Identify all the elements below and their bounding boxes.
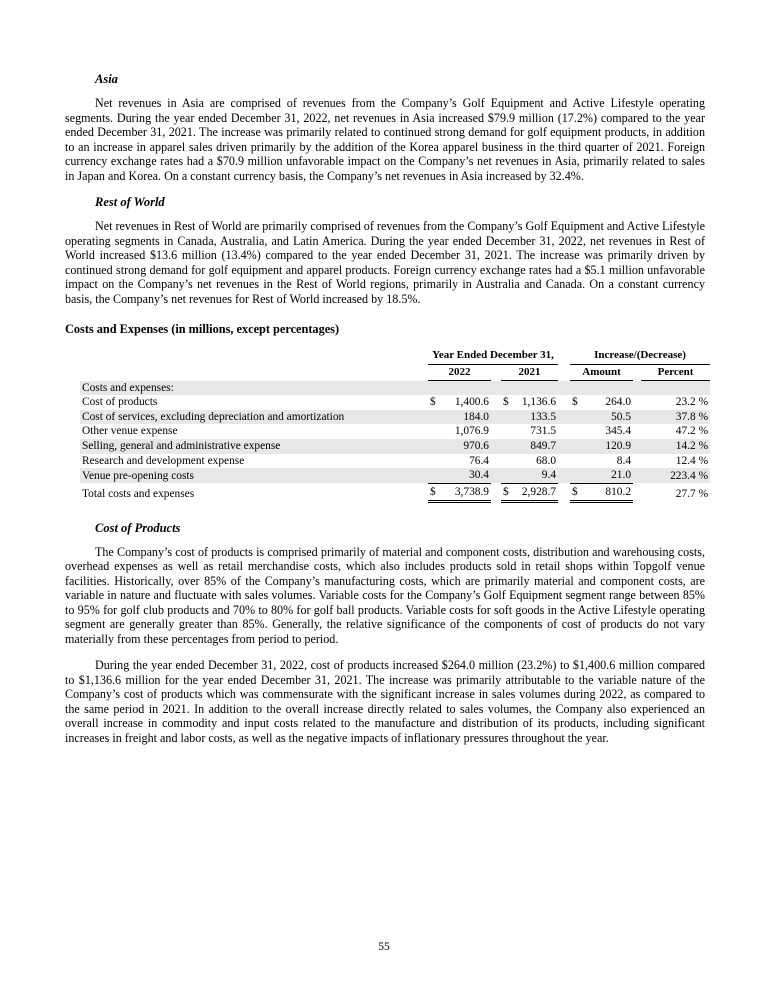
value-2022: 1,076.9 <box>454 425 489 438</box>
costs-expenses-table <box>80 348 710 503</box>
value-amount: 21.0 <box>583 468 633 483</box>
table-row <box>80 424 710 439</box>
value-2021: 133.5 <box>514 410 558 425</box>
value-2021: 2,928.7 <box>514 483 558 501</box>
value-2022: 30.4 <box>441 468 491 483</box>
dollar-sign: $ <box>501 483 514 501</box>
dollar-sign: $ <box>570 483 583 501</box>
row-label: Venue pre-opening costs <box>80 468 428 483</box>
value-amount: 120.9 <box>583 439 633 454</box>
row-label: Total costs and expenses <box>82 487 195 500</box>
table-header-columns <box>80 364 710 381</box>
cost-of-products-paragraph-2: During the year ended December 31, 2022, cost of products increased $264.0 million (23.2%) to $1,400.6 million compared to $1,136.6 million for the year ended December 31, 2021. The increase was primarily attributable to the variable nature of the Company’s cost of products which was commensurate with the significant increase in sales volumes during 2022, as compared to the same period in 2021. In addition to the overall increase directly related to sales volumes, the Company also experienced an overall increase in commodity and input costs related to the manufacture and distribution of its products, including significant increases in freight and labor costs, as well as the negative impacts of inflationary pressures throughout the year. <box>65 658 705 745</box>
value-percent: 14.2 % <box>641 439 710 454</box>
value-2021: 9.4 <box>514 468 558 483</box>
value-percent: 223.4 % <box>641 468 710 483</box>
value-2022: 1,400.6 <box>454 396 489 409</box>
table-row <box>80 439 710 454</box>
value-2022: 3,738.9 <box>441 483 491 501</box>
dollar-sign: $ <box>428 483 441 501</box>
dollar-sign: $ <box>430 396 436 409</box>
row-label: Selling, general and administrative expense <box>80 439 428 454</box>
page-number: 55 <box>378 941 390 953</box>
value-amount: 264.0 <box>605 396 632 409</box>
col-2022: 2022 <box>428 364 491 381</box>
col-percent: Percent <box>641 364 710 381</box>
value-2021: 1,136.6 <box>521 396 557 409</box>
asia-heading: Asia <box>95 72 118 86</box>
dollar-sign: $ <box>572 396 578 409</box>
value-amount: 810.2 <box>583 483 633 501</box>
value-2021: 849.7 <box>514 439 558 454</box>
value-percent: 23.2 % <box>675 396 709 409</box>
value-2021: 68.0 <box>536 454 557 467</box>
col-amount: Amount <box>570 364 633 381</box>
row-label: Costs and expenses: <box>80 381 428 396</box>
row-label: Research and development expense <box>82 454 245 467</box>
row-label: Cost of products <box>82 396 158 409</box>
table-row <box>80 395 710 410</box>
value-percent: 47.2 % <box>675 425 709 438</box>
rest-of-world-paragraph: Net revenues in Rest of World are primarily comprised of revenues from the Company’s Golf Equipment and Active Lifestyle operating segments in Canada, Australia, and Latin America. During the year ended December 31, 2022, net revenues in Rest of World increased $13.6 million (13.4%) compared to the year ended December 31, 2021. The increase was primarily driven by continued strong demand for golf equipment and apparel products. Foreign currency exchange rates had a $5.1 million unfavorable impact on the Company’s net revenues in the Rest of World regions, primarily in Australia and Canada. On a constant currency basis, the Company’s net revenues for Rest of World increased by 18.5%. <box>65 219 705 306</box>
table-row <box>80 454 710 469</box>
table-header-groups <box>80 348 710 364</box>
value-2022: 970.6 <box>441 439 491 454</box>
table-row <box>80 468 710 483</box>
table-row <box>80 381 710 396</box>
cost-of-products-heading: Cost of Products <box>95 520 181 535</box>
value-2021: 731.5 <box>530 425 557 438</box>
col-2021: 2021 <box>501 364 558 381</box>
value-percent: 37.8 % <box>641 410 710 425</box>
value-amount: 50.5 <box>583 410 633 425</box>
value-2022: 76.4 <box>469 454 489 467</box>
value-2022: 184.0 <box>441 410 491 425</box>
cost-of-products-paragraph-1: The Company’s cost of products is comprised primarily of material and component costs, distribution and warehousing costs, overhead expenses as well as retail merchandise costs, which also includes products sold in retail shops within Topgolf venue facilities. Historically, over 85% of the Company’s manufacturing costs, which are primarily material and component costs, are variable in nature and fluctuate with sales volumes. Variable costs for the Company’s Golf Equipment segment range between 85% to 95% for golf club products and 70% to 80% for golf ball products. Variable costs for soft goods in the Active Lifestyle operating segment are generally greater than 85%. Generally, the relative significance of the components of cost of products do not vary materially from these percentages from period to period. <box>65 544 705 646</box>
col-group-year-ended: Year Ended December 31, <box>428 348 558 364</box>
rest-of-world-heading: Rest of World <box>95 195 165 209</box>
row-label: Other venue expense <box>82 425 178 438</box>
value-amount: 8.4 <box>616 454 632 467</box>
table-row <box>80 410 710 425</box>
dollar-sign: $ <box>503 396 509 409</box>
value-amount: 345.4 <box>605 425 632 438</box>
value-percent: 12.4 % <box>675 454 709 467</box>
costs-expenses-heading: Costs and Expenses (in millions, except percentages) <box>65 322 340 336</box>
table-row-total <box>80 483 710 501</box>
col-group-increase-decrease: Increase/(Decrease) <box>570 348 710 364</box>
row-label: Cost of services, excluding depreciation and amortization <box>80 410 428 425</box>
value-percent: 27.7 % <box>675 487 709 500</box>
asia-paragraph: Net revenues in Asia are comprised of revenues from the Company’s Golf Equipment and Active Lifestyle operating segments. During the year ended December 31, 2022, net revenues in Asia increased $79.9 million (17.2%) compared to the year ended December 31, 2021. The increase was primarily related to continued strong demand for golf equipment products, in addition to an increase in apparel sales driven primarily by the addition of the Korea apparel business in the third quarter of 2021. Foreign currency exchange rates had a $70.9 million unfavorable impact on the Company’s net revenues in Asia, primarily related to sales in Japan and Korea. On a constant currency basis, the Company’s net revenues in Asia increased by 32.4%. <box>65 96 705 183</box>
